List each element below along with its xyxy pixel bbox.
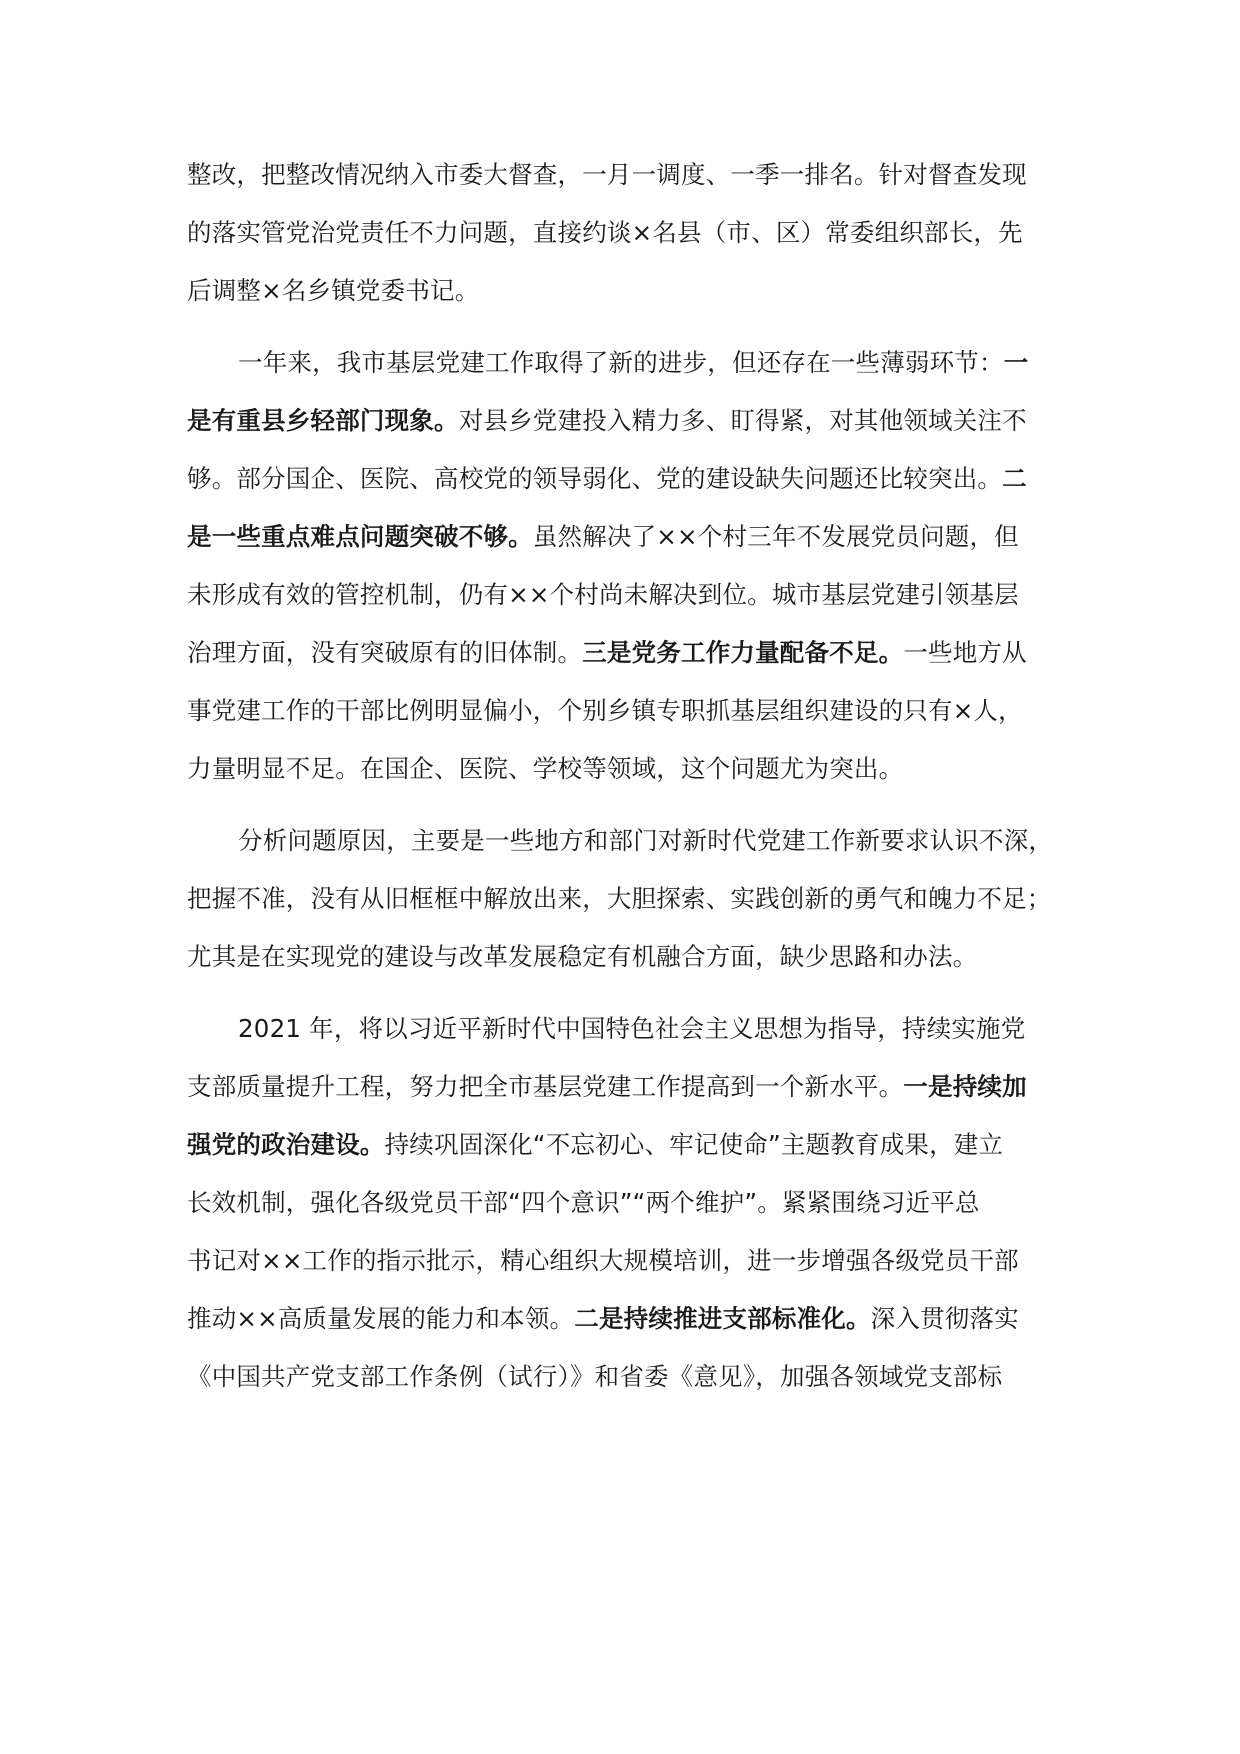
- bold-text-segment: 三是党务工作力量配备不足。: [582, 638, 904, 667]
- text-segment: 尤其是在实现党的建设与改革发展稳定有机融合方面，缺少思路和办法。: [187, 942, 978, 971]
- text-line: [187, 575, 1067, 615]
- text-line: [187, 271, 1067, 311]
- text-segment: 支部质量提升工程，努力把全市基层党建工作提高到一个新水平。: [187, 1072, 904, 1101]
- text-segment: 未形成有效的管控机制，仍有××个村尚未解决到位。城市基层党建引领基层: [187, 580, 1019, 609]
- text-segment: 推动××高质量发展的能力和本领。: [187, 1304, 575, 1333]
- text-line: [187, 1299, 1067, 1339]
- text-segment: 把握不准，没有从旧框框中解放出来，大胆探索、实践创新的勇气和魄力不足；: [187, 884, 1052, 913]
- text-line: [187, 633, 1067, 673]
- text-segment: 书记对××工作的指示批示，精心组织大规模培训，进一步增强各级党员干部: [187, 1246, 1019, 1275]
- bold-text-segment: 一: [1003, 348, 1029, 377]
- text-segment: 《中国共产党支部工作条例（试行）》和省委《意见》，加强各领域党支部标: [187, 1362, 1003, 1391]
- text-segment: 够。部分国企、医院、高校党的领导弱化、党的建设缺失问题还比较突出。: [187, 464, 1003, 493]
- text-segment: 的落实管党治党责任不力问题，直接约谈×名县（市、区）常委组织部长，先: [187, 218, 1023, 247]
- text-segment: 整改，把整改情况纳入市委大督查，一月一调度、一季一排名。针对督查发现: [187, 160, 1027, 189]
- text-segment: 分析问题原因，主要是一些地方和部门对新时代党建工作新要求认识不深，: [238, 826, 1054, 855]
- text-segment: 事党建工作的干部比例明显偏小，个别乡镇专职抓基层组织建设的只有×人，: [187, 696, 1023, 725]
- text-segment: 2021 年，将以习近平新时代中国特色社会主义思想为指导，持续实施党: [238, 1014, 1026, 1043]
- bold-text-segment: 是一些重点难点问题突破不够。: [187, 522, 533, 551]
- text-line: [238, 1009, 1118, 1049]
- text-line: [187, 1125, 1067, 1165]
- bold-text-segment: 一是持续加: [903, 1072, 1027, 1101]
- bold-text-segment: 是有重县乡轻部门现象。: [187, 406, 459, 435]
- text-segment: 对县乡党建投入精力多、盯得紧，对其他领域关注不: [458, 406, 1027, 435]
- text-line: [187, 691, 1067, 731]
- text-segment: 治理方面，没有突破原有的旧体制。: [187, 638, 583, 667]
- text-segment: 虽然解决了××个村三年不发展党员问题，但: [532, 522, 1019, 551]
- text-line: [187, 459, 1067, 499]
- text-segment: 力量明显不足。在国企、医院、学校等领域，这个问题尤为突出。: [187, 754, 904, 783]
- text-line: [187, 1241, 1067, 1281]
- text-line: [187, 879, 1067, 919]
- text-line: [187, 749, 1067, 789]
- text-line: [187, 517, 1067, 557]
- text-line: [187, 213, 1067, 253]
- text-segment: 深入贯彻落实: [870, 1304, 1019, 1333]
- text-line: [238, 821, 1118, 861]
- text-segment: 持续巩固深化“不忘初心、牢记使命”主题教育成果，建立: [384, 1130, 1004, 1159]
- text-line: [187, 155, 1067, 195]
- bold-text-segment: 二: [1002, 464, 1027, 493]
- text-line: [187, 1357, 1067, 1397]
- bold-text-segment: 强党的政治建设。: [187, 1130, 385, 1159]
- text-line: [187, 401, 1067, 441]
- text-line: [187, 1067, 1067, 1107]
- text-segment: 后调整×名乡镇党委书记。: [187, 276, 480, 305]
- text-line: [238, 343, 1118, 383]
- bold-text-segment: 二是持续推进支部标准化。: [574, 1304, 871, 1333]
- text-line: [187, 937, 1067, 977]
- text-segment: 一些地方从: [903, 638, 1027, 667]
- text-segment: 一年来，我市基层党建工作取得了新的进步，但还存在一些薄弱环节：: [238, 348, 1004, 377]
- text-line: [187, 1183, 1067, 1223]
- text-segment: 长效机制，强化各级党员干部“四个意识”“两个维护”。紧紧围绕习近平总: [187, 1188, 980, 1217]
